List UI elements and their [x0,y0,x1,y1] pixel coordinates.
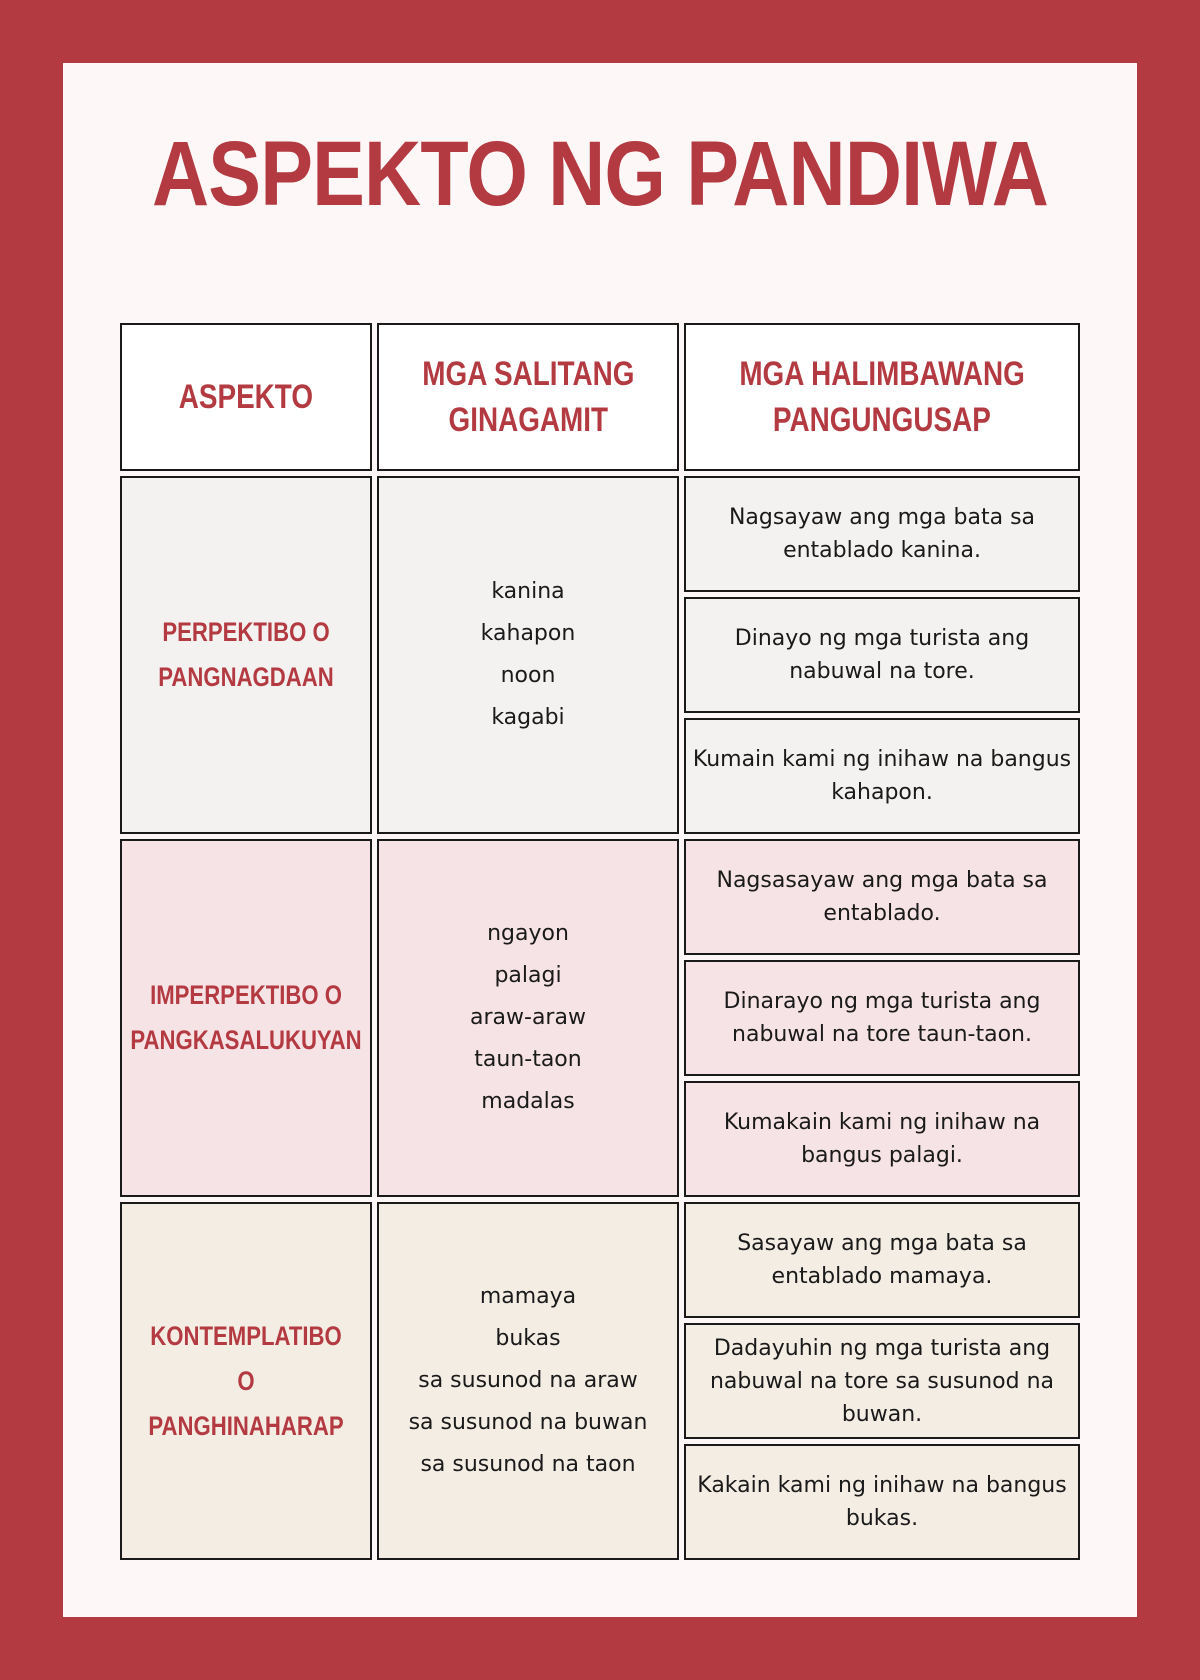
example-cell: Kumakain kami ng inihaw na bangus palagi. [684,1081,1080,1197]
aspect-line-2: PANGHINAHARAP [148,1410,344,1441]
words-cell-imperpektibo [377,839,679,1197]
word-item: kahapon [480,621,576,646]
header-words-line-1: MGA SALITANG [421,355,635,393]
aspect-cell-imperpektibo [120,839,372,1197]
aspect-line-1: IMPERPEKTIBO O [150,980,342,1010]
word-item: noon [500,663,556,688]
example-cell: Kumain kami ng inihaw na bangus kahapon. [684,718,1080,834]
header-words-line-2: GINAGAMIT [448,401,608,439]
words-cell-perpektibo [377,476,679,834]
example-cell: Kakain kami ng inihaw na bangus bukas. [684,1444,1080,1560]
word-item: bukas [495,1326,561,1351]
word-item: madalas [481,1089,575,1114]
example-cell: Nagsasayaw ang mga bata sa entablado. [684,839,1080,955]
header-mga-salitang-ginagamit [377,323,679,471]
word-item: sa susunod na araw [418,1368,638,1393]
header-aspekto [120,323,372,471]
word-item: kagabi [491,705,565,730]
example-cell: Sasayaw ang mga bata sa entablado mamaya. [684,1202,1080,1318]
aspect-line-1: KONTEMPLATIBO O [150,1320,342,1396]
example-cell: Nagsayaw ang mga bata sa entablado kanina. [684,476,1080,592]
aspect-cell-perpektibo [120,476,372,834]
word-item: kanina [491,579,565,604]
page-title: ASPEKTO NG PANDIWA [152,123,1048,225]
example-cell: Dinarayo ng mga turista ang nabuwal na tore taun-taon. [684,960,1080,1076]
header-examples-line-2: PANGUNGUSAP [773,401,991,439]
example-cell: Dadayuhin ng mga turista ang nabuwal na tore sa susunod na buwan. [684,1323,1080,1439]
word-item: mamaya [479,1284,577,1309]
word-item: sa susunod na taon [420,1452,636,1477]
header-examples-line-1: MGA HALIMBAWANG [739,355,1025,393]
example-cell: Dinayo ng mga turista ang nabuwal na tore. [684,597,1080,713]
words-cell-kontemplatibo [377,1202,679,1560]
word-item: sa susunod na buwan [408,1410,648,1435]
aspect-cell-kontemplatibo [120,1202,372,1560]
aspect-line-2: PANGKASALUKUYAN [130,1025,362,1055]
header-aspekto-line-1: ASPEKTO [178,378,314,416]
header-mga-halimbawang-pangungusap [684,323,1080,471]
aspect-line-2: PANGNAGDAAN [158,662,334,692]
word-item: araw-araw [470,1005,586,1030]
aspect-line-1: PERPEKTIBO O [162,617,330,647]
word-item: taun-taon [474,1047,582,1072]
word-item: palagi [494,963,562,988]
word-item: ngayon [487,921,569,946]
